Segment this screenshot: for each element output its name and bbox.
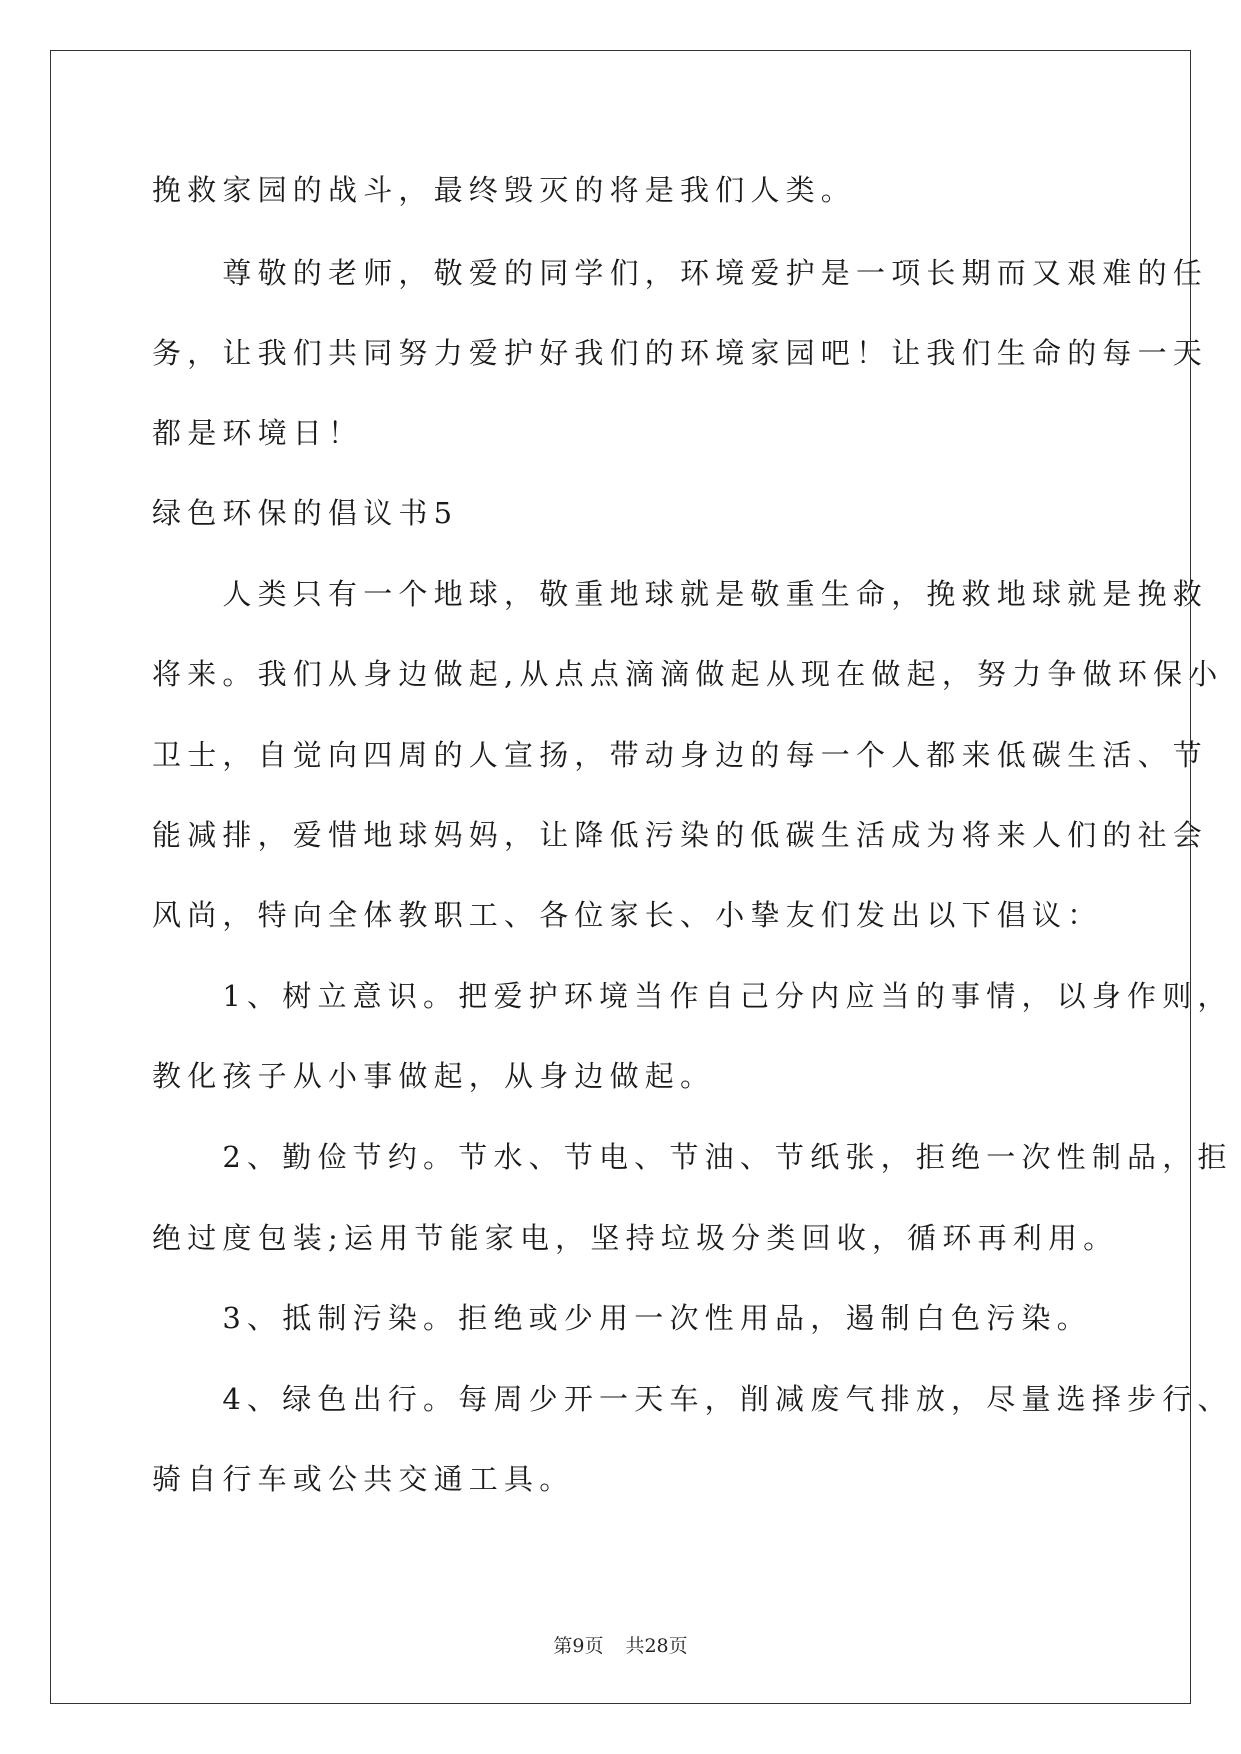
text-line: 能减排，爱惜地球妈妈，让降低污染的低碳生活成为将来人们的社会 <box>152 818 1209 852</box>
text-line: 骑自行车或公共交通工具。 <box>152 1462 575 1496</box>
page-footer <box>0 1631 1241 1658</box>
text-line: 挽救家园的战斗，最终毁灭的将是我们人类。 <box>152 173 857 207</box>
text-line: 将来。我们从身边做起,从点点滴滴做起从现在做起，努力争做环保小 <box>152 657 1224 691</box>
text-line: 风尚，特向全体教职工、各位家长、小挚友们发出以下倡议： <box>152 898 1103 932</box>
page-border <box>50 50 1191 1704</box>
text-line: 2、勤俭节约。节水、节电、节油、节纸张，拒绝一次性制品，拒 <box>152 1140 1233 1174</box>
page-number: 第9页 <box>553 1635 604 1657</box>
text-line: 绝过度包装;运用节能家电，坚持垃圾分类回收，循环再利用。 <box>152 1221 1119 1255</box>
text-line: 尊敬的老师，敬爱的同学们，环境爱护是一项长期而又艰难的任 <box>152 256 1209 290</box>
text-line: 1、树立意识。把爱护环境当作自己分内应当的事情，以身作则， <box>152 979 1233 1013</box>
text-line: 教化孩子从小事做起，从身边做起。 <box>152 1059 716 1093</box>
page-total: 共28页 <box>625 1635 688 1657</box>
text-line: 务，让我们共同努力爱护好我们的环境家园吧！让我们生命的每一天 <box>152 336 1209 370</box>
text-line: 人类只有一个地球，敬重地球就是敬重生命，挽救地球就是挽救 <box>152 577 1209 611</box>
section-heading: 绿色环保的倡议书5 <box>152 496 459 530</box>
text-line: 4、绿色出行。每周少开一天车，削减废气排放，尽量选择步行、 <box>152 1382 1233 1416</box>
text-line: 都是环境日！ <box>152 416 364 450</box>
text-line: 3、抵制污染。拒绝或少用一次性用品，遏制白色污染。 <box>152 1301 1092 1335</box>
text-line: 卫士，自觉向四周的人宣扬，带动身边的每一个人都来低碳生活、节 <box>152 738 1209 772</box>
